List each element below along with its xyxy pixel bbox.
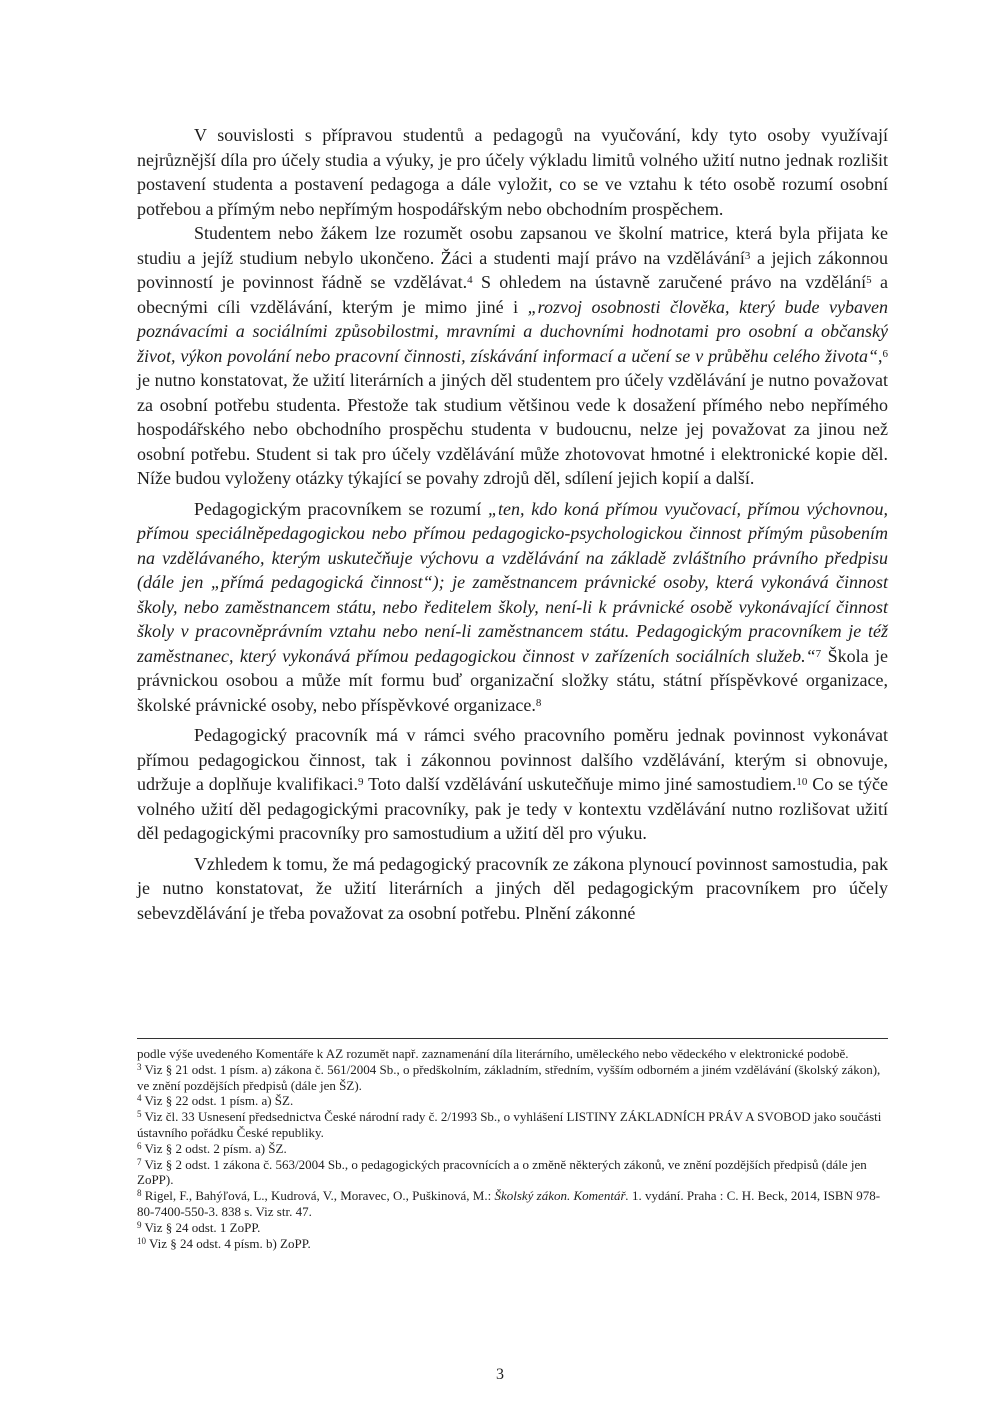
body-text [137, 123, 888, 925]
footnote-number: 8 [137, 1188, 142, 1199]
footnote-ref-7: 7 [815, 647, 822, 660]
footnote-number: 4 [137, 1093, 142, 1104]
footnote-8-authors: Rigel, F., Bahýľová, L., Kudrová, V., Moravec, O., Puškinová, M.: [144, 1188, 495, 1204]
paragraph-5: Vzhledem k tomu, že má pedagogický pracovník ze zákona plynoucí povinnost samostudia, pak je nutno konstatovat, že užití literárních a jiných děl pedagogickým pracovníkem pro účely sebevzdělávání je třeba považovat za osobní potřebu. Plnění zákonné [137, 853, 888, 923]
paragraph-2-text-d: a obecnými cíli vzdělávání, kterým je mimo jiné i [137, 272, 888, 317]
footnote-text: Viz § 2 odst. 1 zákona č. 563/2004 Sb., o pedagogických pracovnících a o změně některých zákonů, ve znění pozdějších předpisů (dále jen ZoPP). [137, 1156, 867, 1188]
paragraph-2-comma: , [878, 345, 883, 366]
footnote-ref-3: 3 [744, 249, 751, 262]
footnote-text: Viz § 24 odst. 4 písm. b) ZoPP. [149, 1235, 311, 1251]
footnote-ref-5: 5 [866, 274, 872, 286]
paragraph-2 [137, 221, 888, 491]
footnote-9 [137, 1220, 888, 1236]
footnote-ref-8: 8 [535, 696, 542, 709]
footnote-7 [137, 1157, 888, 1189]
paragraph-3-quote: „ten, kdo koná přímou vyučovací, přímou výchovnou, přímou speciálněpedagogickou nebo přímou pedagogicko-psychologickou činnost přímým působením na vzdělávaného, kterým uskutečňuje výchovu a vzdělávání na základě zvláštního právního předpisu (dále jen „přímá pedagogická činnost“); je zaměstnancem právnické osoby, která vykonává činnost školy, nebo zaměstnancem státu, nebo ředitelem školy, není-li k právnické osobě vykonávající činnost školy v pracovněprávním vztahu nebo není-li zaměstnancem státu. Pedagogickým pracovníkem je též zaměstnanec, který vykonává přímou pedagogickou činnost v zařízeních sociálních služeb.“ [137, 498, 888, 666]
paragraph-2-text-c: S ohledem na ústavně zaručené právo na vzdělání [472, 272, 867, 292]
footnote-4 [137, 1093, 888, 1109]
paragraph-4-text-b: Toto další vzdělávání uskutečňuje mimo jiné samostudiem. [363, 774, 797, 794]
footnote-ref-6: 6 [882, 347, 888, 360]
paragraph-3 [137, 497, 888, 718]
paragraph-3-text-a: Pedagogickým pracovníkem se rozumí [194, 498, 488, 519]
footnote-5 [137, 1109, 888, 1141]
paragraph-1: V souvislosti s přípravou studentů a pedagogů na vyučování, kdy tyto osoby využívají nejrůznější díla pro účely studia a výuky, je pro účely výkladu limitů volného užití nutno jednak rozlišit postavení studenta a postavení pedagoga a dále vyložit, co se ve vztahu k této osobě rozumí osobní potřebou a přímým nebo nepřímým hospodářským nebo obchodním prospěchem. [137, 125, 888, 219]
footnote-number: 5 [137, 1109, 142, 1120]
footnote-number: 3 [137, 1061, 142, 1072]
paragraph-4 [137, 723, 888, 846]
paragraph-2-text-f: je nutno konstatovat, že užití literárních a jiných děl studentem pro účely vzdělávání je nutno považovat za osobní potřebu studenta. Přestože tak studium většinou vede k dosažení přímého nebo nepřímého hospodářského nebo obchodního prospěchu studenta v budoucnu, nelze jej považovat za jinou než osobní potřebu. Student si tak pro účely vzdělávání může zhotovovat hmotné i elektronické kopie děl. Níže budou vyloženy otázky týkající se povahy zdrojů děl, sdílení jejich kopií a další. [137, 370, 888, 488]
footnote-text: Viz § 22 odst. 1 písm. a) ŠZ. [144, 1093, 294, 1109]
paragraph-3-text-b: Škola je právnickou osobou a může mít formu buď organizační složky státu, státní příspěvkové organizace, školské právnické osoby, nebo příspěvkové organizace. [137, 645, 888, 715]
paragraph-4-text-c: Co se týče volného užití děl pedagogickými pracovníky, pak je tedy v kontextu vzdělávání nutno rozlišovat užití děl pedagogickými pracovníky pro samostudium a užití děl pro výuku. [137, 774, 888, 843]
paragraph-2-quote: „rozvoj osobnosti člověka, který bude vybaven poznávacími a sociálními způsobilostmi, mravními a duchovními hodnotami pro osobní a občanský život, výkon povolání nebo pracovní činnosti, získávání informací a učení se v průběhu celého života“ [137, 296, 888, 366]
footnote-text: Viz § 24 odst. 1 ZoPP. [144, 1219, 261, 1235]
page-number: 3 [496, 1366, 504, 1383]
footnote-divider [137, 1038, 888, 1039]
footnote-6 [137, 1141, 888, 1157]
footnote-ref-9: 9 [358, 776, 364, 788]
paragraph-2-text-a: Studentem nebo žákem lze rozumět osobu zapsanou ve školní matrice, která byla přijata ke studiu a jejíž studium nebylo ukončeno. Žáci a studenti mají právo na vzdělávání [137, 223, 888, 268]
footnote-number: 9 [137, 1219, 142, 1230]
footnote-text: Viz § 21 odst. 1 písm. a) zákona č. 561/2004 Sb., o předškolním, základním, středním, vyšším odborném a jiném vzdělávání (školský zákon), ve znění pozdějších předpisů (dále jen ŠZ). [137, 1061, 881, 1093]
footnote-8 [137, 1188, 888, 1220]
footnote-number: 6 [137, 1140, 142, 1151]
footnote-ref-10: 10 [796, 776, 808, 788]
paragraph-2-text-b: a jejich zákonnou povinností je povinnost řádně se vzdělávat. [137, 247, 888, 292]
footnote-ref-4: 4 [467, 274, 473, 286]
footnote-number: 7 [137, 1156, 142, 1167]
footnote-text: Viz § 2 odst. 2 písm. a) ŠZ. [144, 1140, 287, 1156]
footnote-number: 10 [137, 1235, 146, 1246]
paragraph-4-text-a: Pedagogický pracovník má v rámci svého pracovního poměru jednak povinnost vykonávat přímou pedagogickou činnost, tak i zákonnou povinnost dalšího vzdělávání, kterým si obnovuje, udržuje a doplňuje kvalifikaci. [137, 725, 888, 794]
footnote-8-rest: 1. vydání. Praha : C. H. Beck, 2014, ISBN 978-80-7400-550-3. 838 s. Viz str. 47. [137, 1188, 881, 1219]
footnote-8-title: Školský zákon. Komentář. [494, 1188, 629, 1204]
footnote-10 [137, 1236, 888, 1252]
footnote-3 [137, 1062, 888, 1094]
footnote-continuation: podle výše uvedeného Komentáře k AZ rozumět např. zaznamenání díla literárního, uměleckého nebo vědeckého v elektronické podobě. [137, 1046, 849, 1061]
footnote-text: Viz čl. 33 Usnesení předsednictva České národní rady č. 2/1993 Sb., o vyhlášení LISTINY ZÁKLADNÍCH PRÁV A SVOBOD jako součásti ústavního pořádku České republiky. [137, 1109, 882, 1140]
footnotes [137, 1046, 888, 1251]
